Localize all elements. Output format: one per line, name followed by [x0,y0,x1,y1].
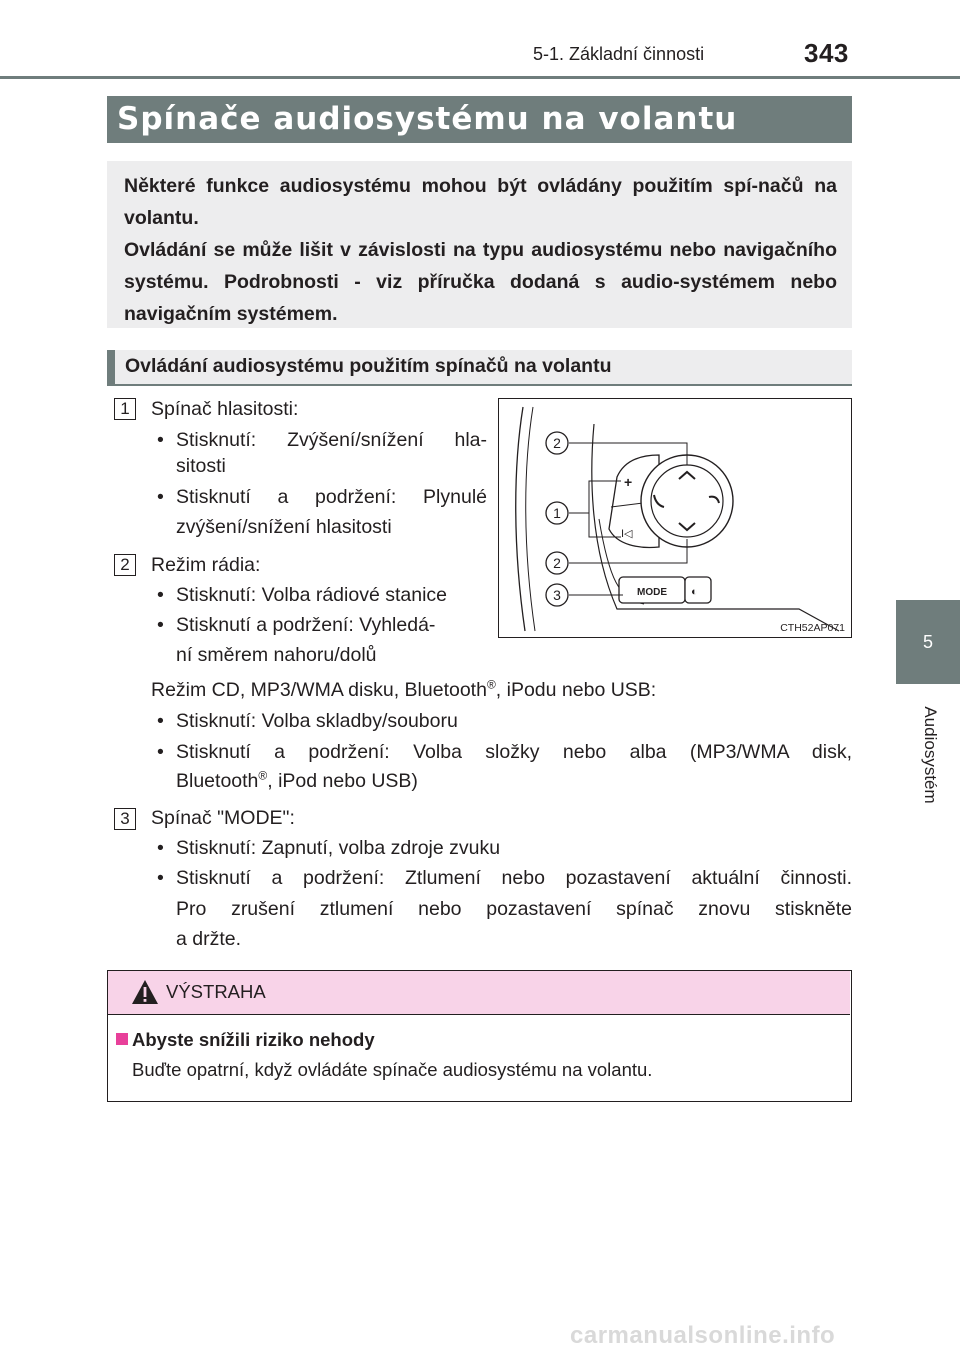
bullet-text: Stisknutí a podržení: Volba složky nebo alba (MP3/WMA disk, [176,741,852,763]
bullet-text: sitosti [176,455,226,477]
mode-label: MODE [637,587,667,598]
list-item: • Stisknutí: Zvýšení/snížení hla- [157,425,487,456]
bullet-text: Stisknutí a podržení: Plynulé [176,486,487,508]
bullet-text-end: , iPod nebo USB) [267,770,418,792]
registered-mark: ® [258,768,268,783]
list-item: • Stisknutí a podržení: Plynulé [157,482,487,513]
steering-switch-illustration [498,398,852,638]
chapter-tab [896,600,960,684]
callout-label: 3 [553,587,561,603]
section-title: 5-1. Základní činnosti [533,44,705,64]
item-3-label: Spínač "MODE": [151,807,295,829]
list-item: • Stisknutí: Volba skladby/souboru [157,706,857,737]
title-bar [107,96,852,143]
chapter-number: 5 [922,631,933,652]
intro-box [107,161,852,328]
bullet-text: Pro zrušení ztlumení nebo pozastavení spínač znovu stiskněte [176,898,852,920]
bullet-text: Stisknutí a podržení: Ztlumení nebo pozastavení aktuální činnosti. [176,867,852,889]
cd-mode-text: Režim CD, MP3/WMA disku, Bluetooth [151,679,487,701]
page-title: Spínače audiosystému na volantu [117,101,738,137]
chapter-label [880,690,960,820]
bullet-text: Stisknutí: Volba skladby/souboru [176,710,458,732]
list-item: • Stisknutí: Volba rádiové stanice [157,580,487,611]
page-number: 343 [804,38,849,68]
warning-triangle-icon [130,978,160,1006]
warning-heading: Abyste snížili riziko nehody [132,1029,375,1050]
item-1-label: Spínač hlasitosti: [151,398,299,420]
plus-mark: + [624,474,633,490]
item-number-2: 2 [114,554,136,576]
steering-wheel-drawing [499,399,850,636]
item-number-1: 1 [114,398,136,420]
bullet-text: Stisknutí a podržení: Vyhledá- [176,614,436,636]
bullet-text: zvýšení/snížení hlasitosti [176,516,392,538]
cd-mode-label [151,675,656,706]
bullet-text: ní směrem nahoru/dolů [176,644,377,666]
list-item: • Stisknutí: Zapnutí, volba zdroje zvuku [157,833,857,864]
bullet-text: Stisknutí: Volba rádiové stanice [176,584,447,606]
list-item: • Stisknutí a podržení: Volba složky nebo alba (MP3/WMA disk, [157,737,857,768]
warning-header [108,971,850,1015]
item-2-label: Režim rádia: [151,554,261,576]
bluetooth-text: Bluetooth [176,770,259,792]
bullet-text: a držte. [176,928,242,950]
intro-paragraph-2: Ovládání se může lišit v závislosti na typu audiosystému nebo navigačního systému. Podrobnosti - viz příručka dodaná s audio-systémem nebo navigačním systémem. [124,239,837,325]
cd-mode-text-end: , iPodu nebo USB: [495,679,657,701]
list-item: • Stisknutí a podržení: Vyhledá- [157,610,487,641]
bullet-text-continued [176,766,418,797]
warning-square-icon [116,1033,128,1045]
minus-volume-icon: I◁ [621,528,633,540]
intro-paragraph-1: Některé funkce audiosystému mohou být ovládány použitím spí-načů na volantu. [124,175,837,229]
voice-icon: ◐ [691,586,698,598]
callout-label: 2 [553,435,561,451]
wheel-rim-line [516,407,525,631]
subheading [107,350,852,386]
voice-button [685,577,711,603]
subheading-bar [107,350,115,384]
callout-label: 2 [553,555,561,571]
warning-box [107,970,852,1102]
watermark: carmanualsonline.info [570,1322,836,1349]
figure-code: CTH52AP071 [780,622,845,634]
bullet-text: Stisknutí: Zapnutí, volba zdroje zvuku [176,837,501,859]
header-rule [0,76,960,79]
wheel-rim-line-inner [526,407,535,631]
item-number-3: 3 [114,808,136,830]
warning-body: Buďte opatrní, když ovládáte spínače audiosystému na volantu. [132,1059,653,1080]
warning-title: VÝSTRAHA [166,981,266,1002]
callout-label: 1 [553,505,561,521]
tel-ring-inner [651,465,723,537]
subheading-text: Ovládání audiosystému použitím spínačů na volantu [125,355,612,377]
bullet-text: Stisknutí: Zvýšení/snížení hla- [176,429,487,451]
list-item: • Stisknutí a podržení: Ztlumení nebo pozastavení aktuální činnosti. [157,863,857,894]
registered-mark: ® [486,677,496,692]
chapter-label-text: Audiosystém [921,706,940,804]
